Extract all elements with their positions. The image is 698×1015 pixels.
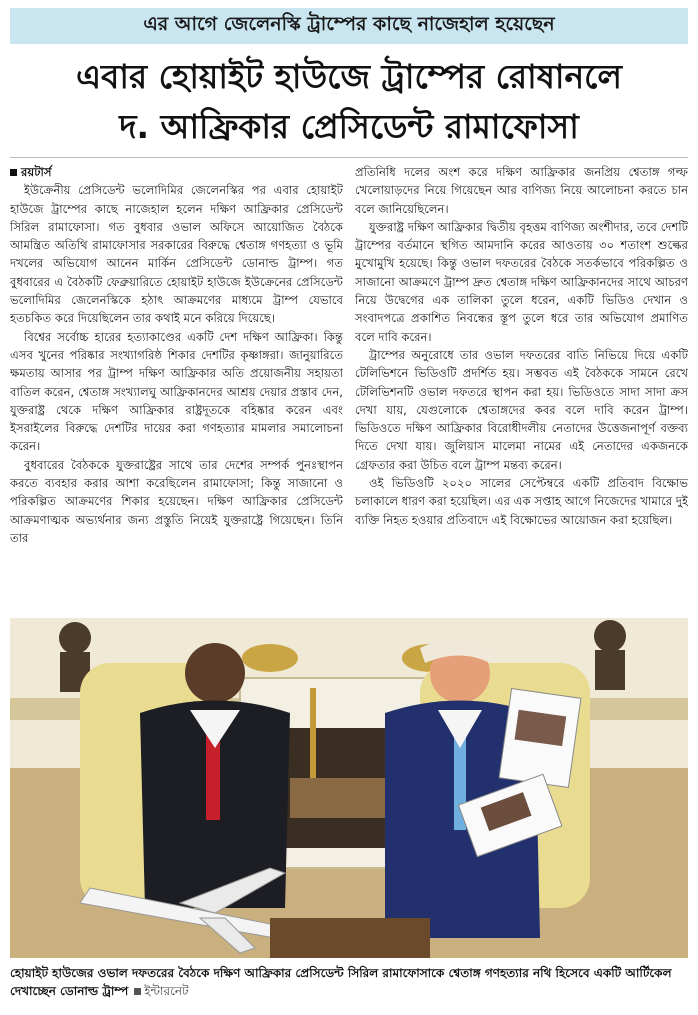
- paragraph: ট্রাম্পের অনুরোধে তার ওভাল দফতরের বাতি নিভিয়ে দিয়ে একটি টেলিভিশনে ভিডিওটি প্রদর্শিত হয়। সম্ভবত এই বৈঠককে সামনে রেখে টেলিভিশনটি ওভাল দফতরে স্থাপন করা হয়। ভিডিওতে সাদা সাদা ক্রস দেখা যায়, যেগুলোকে শ্বেতাঙ্গদের কবর বলে দাবি করেন ট্রাম্প। ভিডিওতে দক্ষিণ আফ্রিকার বিরোধীদলীয় নেতাদের উত্তেজনাপূর্ণ বক্তব্য দিতে দেখা যায়। জুলিয়াস মালেমা নামের এই নেতাদের একজনকে গ্রেফতার করা উচিত বলে ট্রাম্প মন্তব্য করেন।: [355, 347, 688, 472]
- paragraph: ইউক্রেনীয় প্রেসিডেন্ট ভলোদিমির জেলেনস্কির পর এবার হোয়াইট হাউজে ট্রাম্পের কাছে নাজেহাল হলেন দক্ষিণ আফ্রিকার প্রেসিডেন্ট সিরিল রামাফোসা। গত বুধবার ওভাল অফিসে আয়োজিত বৈঠকে আমন্ত্রিত অতিথি রামাফোসার সরকারের বিরুদ্ধে শ্বেতাঙ্গ গণহত্যা ও ভূমি দখলের অভিযোগ আনেন মার্কিন প্রেসিডেন্ট ডোনাল্ড ট্রাম্প। গত বুধবারের এ বৈঠকটি ফেব্রুয়ারিতে হোয়াইট হাউজে ইউক্রেনের প্রেসিডেন্ট ভলোদিমির জেলেনস্কিকে হঠাৎ আক্রমণের মাধ্যমে ট্রাম্প যেভাবে হতচকিত করে দিয়েছিলেন তার কথাই মনে করিয়ে দিয়েছে।: [10, 183, 343, 326]
- paragraph: ওই ভিডিওটি ২০২০ সালের সেপ্টেম্বরে একটি প্রতিবাদ বিক্ষোভ চলাকালে ধারণ করা হয়েছিল। এর এক সপ্তাহ আগে নিজেদের খামারে দুই ব্যক্তি নিহত হওয়ার প্রতিবাদে এই বিক্ষোভের আয়োজন করা হয়েছিল।: [355, 476, 688, 527]
- paragraph: বুধবারের বৈঠককে যুক্তরাষ্ট্রের সাথে তার দেশের সম্পর্ক পুনঃস্থাপন করতে ব্যবহার করার আশা করেছিলেন রামাফোসা; কিন্তু সাজানো ও পরিকল্পিত আক্রমণের শিকার হয়েছেন। দক্ষিণ আফ্রিকার প্রেসিডেন্ট আক্রমণাত্মক অভ্যর্থনার জন্য প্রস্তুতি নিয়েই যুক্তরাষ্ট্রে গিয়েছেন। তিনি তার: [10, 457, 343, 545]
- photo-caption: [10, 964, 688, 1000]
- headline-line-1: এবার হোয়াইট হাউজে ট্রাম্পের রোষানলে: [75, 57, 623, 96]
- article-column-1: [10, 163, 343, 609]
- paragraph: যুক্তরাষ্ট্র দক্ষিণ আফ্রিকার দ্বিতীয় বৃহত্তম বাণিজ্য অংশীদার, তবে দেশটি ট্রাম্পের বর্তমানে স্থগিত আমদানি করের আওতায় ৩০ শতাংশ শুল্কের মুখোমুখি হয়েছে। কিন্তু ওভাল দফতরের বৈঠকে সতর্কভাবে পরিকল্পিত ও সাজানো আক্রমণে ট্রাম্প দ্রুত শ্বেতাঙ্গ দক্ষিণ আফ্রিকানদের সাথে আচরণ নিয়ে উদ্বেগের এক তালিকা তুলে ধরেন, একটি ভিডিও দেখান ও সংবাদপত্রে প্রকাশিত নিবন্ধের স্তূপ তুলে ধরে তার অভিযোগ প্রমাণিত বলে দাবি করেন।: [355, 219, 688, 344]
- headline-line-2: দ. আফ্রিকার প্রেসিডেন্ট রামাফোসা: [119, 107, 579, 146]
- square-bullet-icon: [10, 169, 17, 176]
- square-bullet-icon: [134, 988, 141, 995]
- article-column-2: [355, 163, 688, 609]
- byline: [10, 163, 343, 181]
- divider: [10, 157, 688, 158]
- kicker: এর আগে জেলেনস্কি ট্রাম্পের কাছে নাজেহাল হয়েছেন: [10, 8, 688, 44]
- paragraph: প্রতিনিধি দলের অংশ করে দক্ষিণ আফ্রিকার জনপ্রিয় শ্বেতাঙ্গ গল্ফ খেলোয়াড়দের নিয়ে গিয়েছেন আর বাণিজ্য নিয়ে আলোচনা করতে চান বলে জানিয়েছিলেন।: [355, 165, 688, 216]
- news-photo: [10, 618, 688, 958]
- byline-text: রয়টার্স: [21, 165, 52, 179]
- paragraph: বিশ্বের সর্বোচ্চ হারের হত্যাকাণ্ডের একটি দেশ দক্ষিণ আফ্রিকা। কিন্তু এসব খুনের পরিষ্কার সংখ্যাগরিষ্ঠ শিকার দেশটির কৃষ্ণাঙ্গরা। জানুয়ারিতে ক্ষমতায় আসার পর ট্রাম্প দক্ষিণ আফ্রিকার অতি প্রয়োজনীয় সহায়তা বাতিল করেন, শ্বেতাঙ্গ সংখ্যালঘু আফ্রিকানদের আশ্রয় দেয়ার প্রস্তাব দেন, যুক্তরাষ্ট্র থেকে দক্ষিণ আফ্রিকার রাষ্ট্রদূতকে বহিষ্কার করেন এবং ইসরাইলের বিরুদ্ধে দেশটির দায়ের করা গণহত্যার মামলার সমালোচনা করেন।: [10, 329, 343, 454]
- headline: [10, 52, 688, 152]
- caption-text: হোয়াইট হাউজের ওভাল দফতরের বৈঠকে দক্ষিণ আফ্রিকার প্রেসিডেন্ট সিরিল রামাফোসাকে শ্বেতাঙ্গ গণহত্যার নথি হিসেবে একটি আর্টিকেল দেখাচ্ছেন ডোনাল্ড ট্রাম্প: [10, 966, 672, 998]
- oval-office-photo-illustration: [10, 618, 688, 958]
- photo-credit: ইন্টারনেট: [144, 984, 189, 998]
- article-body: [10, 163, 688, 609]
